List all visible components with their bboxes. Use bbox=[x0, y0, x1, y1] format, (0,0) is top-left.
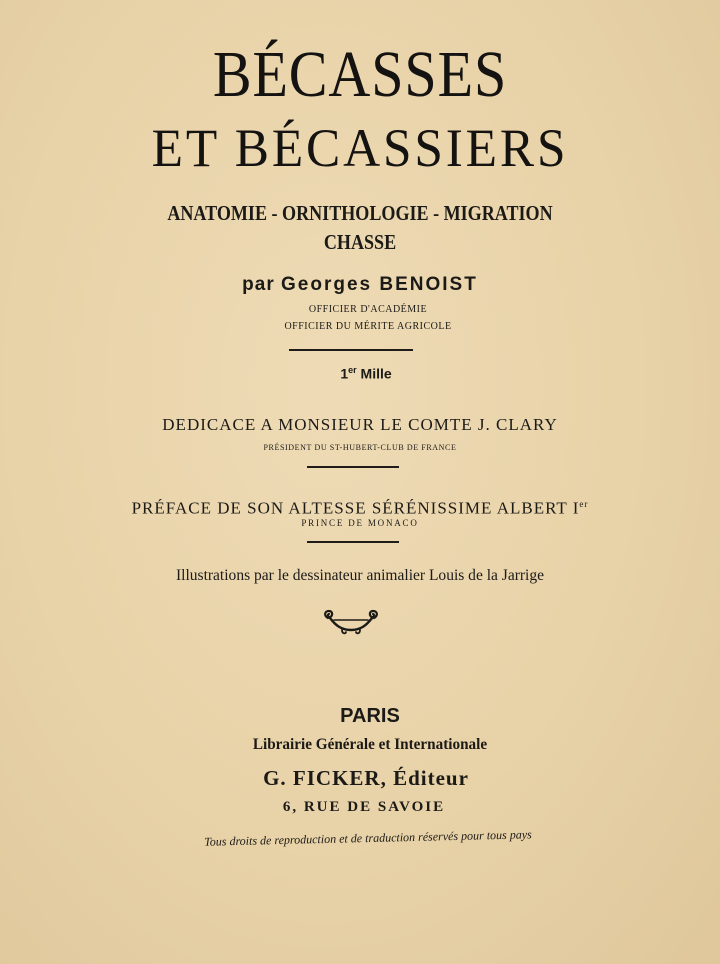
preface-subtitle: PRINCE DE MONACO bbox=[301, 518, 419, 528]
title-line-1: BÉCASSES bbox=[212, 38, 508, 111]
rights-notice: Tous droits de reproduction et de traduction réservés pour tous pays bbox=[204, 827, 532, 849]
edition-line bbox=[6, 361, 720, 383]
ornament-icon bbox=[322, 608, 380, 636]
author-prefix: par bbox=[242, 274, 275, 295]
preface-line bbox=[0, 493, 720, 520]
imprint-address: 6, RUE DE SAVOIE bbox=[282, 799, 446, 815]
edition-suffix: er bbox=[348, 365, 357, 375]
author-title-merite: OFFICIER DU MÉRITE AGRICOLE bbox=[284, 321, 452, 332]
author-title-academie: OFFICIER D'ACADÉMIE bbox=[308, 304, 428, 315]
illustrations-credit: Illustrations par le dessinateur animalier Louis de la Jarrige bbox=[175, 567, 545, 584]
preface-text: PRÉFACE DE SON ALTESSE SÉRÉNISSIME ALBERT I bbox=[131, 498, 580, 518]
subtitle-chasse: CHASSE bbox=[323, 230, 397, 254]
divider-rule bbox=[307, 466, 399, 468]
preface-suffix: er bbox=[579, 499, 589, 509]
author-line bbox=[0, 273, 720, 297]
dedication-line: DEDICACE A MONSIEUR LE COMTE J. CLARY bbox=[162, 415, 558, 434]
divider-rule bbox=[289, 349, 413, 351]
divider-rule bbox=[307, 541, 399, 543]
dedication-subtitle: PRÉSIDENT DU ST-HUBERT-CLUB DE FRANCE bbox=[263, 443, 457, 452]
imprint-city: PARIS bbox=[340, 705, 400, 727]
subtitle-topics: ANATOMIE - ORNITHOLOGIE - MIGRATION bbox=[167, 201, 553, 225]
imprint-publisher: G. FICKER, Éditeur bbox=[263, 766, 469, 790]
title-line-2: ET BÉCASSIERS bbox=[151, 118, 569, 178]
imprint-library: Librairie Générale et Internationale bbox=[252, 736, 488, 753]
edition-word: Mille bbox=[360, 365, 392, 382]
edition-number: 1 bbox=[340, 365, 349, 382]
author-name: Georges BENOIST bbox=[281, 274, 478, 295]
